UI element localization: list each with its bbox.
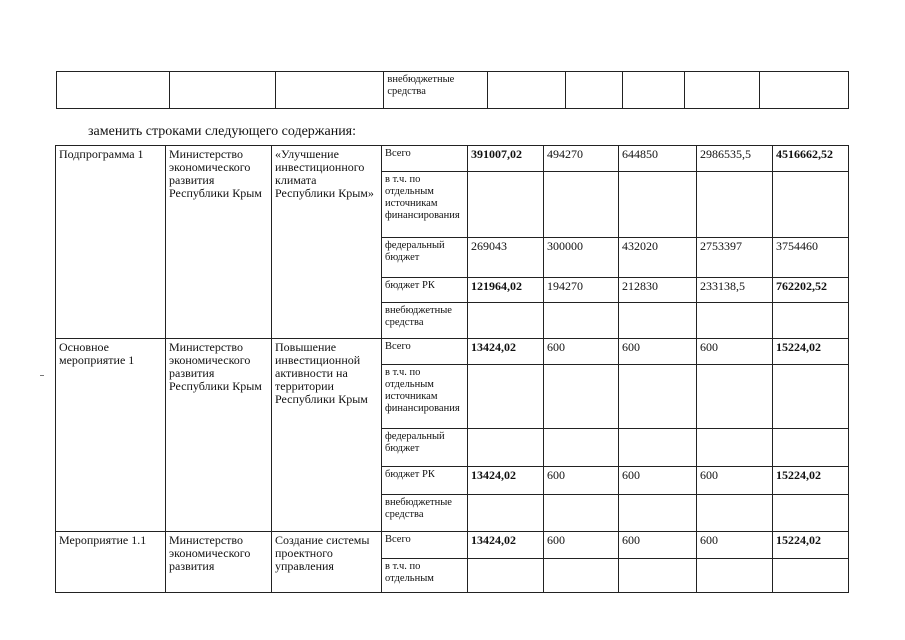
table-row: [56, 339, 849, 365]
source-label: внебюджетные средства: [384, 72, 487, 109]
empty-cell: [619, 303, 697, 339]
empty-cell: [697, 495, 773, 532]
empty-cell: [619, 172, 697, 238]
table-row: [56, 146, 849, 172]
empty-cell: [468, 172, 544, 238]
value-cell: 600: [544, 532, 619, 559]
value-cell: 600: [619, 467, 697, 495]
empty-cell: [619, 495, 697, 532]
previous-table-fragment: [56, 71, 849, 109]
empty-cell: [622, 72, 684, 109]
value-cell: 600: [544, 339, 619, 365]
executor: Министерство экономического развития Республики Крым: [166, 339, 272, 532]
value-cell: 212830: [619, 278, 697, 303]
value-cell: 2986535,5: [697, 146, 773, 172]
value-cell: 600: [619, 339, 697, 365]
program-name: Подпрограмма 1: [56, 146, 166, 339]
empty-cell: [468, 429, 544, 467]
empty-cell: [468, 495, 544, 532]
value-cell: 494270: [544, 146, 619, 172]
value-cell: 432020: [619, 238, 697, 278]
value-cell: 15224,02: [773, 532, 849, 559]
value-cell: 269043: [468, 238, 544, 278]
empty-cell: [544, 172, 619, 238]
empty-cell: [619, 559, 697, 593]
empty-cell: [619, 365, 697, 429]
source-label: в т.ч. по отдельным источникам финансирования: [382, 172, 468, 238]
empty-cell: [544, 495, 619, 532]
program-title: «Улучшение инвестиционного климата Республики Крым»: [272, 146, 382, 339]
source-label: в т.ч. по отдельным: [382, 559, 468, 593]
value-cell: 15224,02: [773, 467, 849, 495]
empty-cell: [276, 72, 384, 109]
empty-cell: [773, 495, 849, 532]
source-label: Всего: [382, 146, 468, 172]
empty-cell: [468, 559, 544, 593]
value-cell: 194270: [544, 278, 619, 303]
value-cell: 13424,02: [468, 467, 544, 495]
empty-cell: [773, 303, 849, 339]
empty-cell: [170, 72, 276, 109]
source-label: в т.ч. по отдельным источникам финансирования: [382, 365, 468, 429]
executor: Министерство экономического развития Республики Крым: [166, 146, 272, 339]
source-label: федеральный бюджет: [382, 429, 468, 467]
value-cell: 4516662,52: [773, 146, 849, 172]
program-title: Повышение инвестиционной активности на территории Республики Крым: [272, 339, 382, 532]
empty-cell: [697, 365, 773, 429]
source-label: бюджет РК: [382, 278, 468, 303]
table-row: [56, 532, 849, 559]
instruction-text: заменить строками следующего содержания:: [88, 124, 357, 139]
source-label: Всего: [382, 532, 468, 559]
value-cell: 2753397: [697, 238, 773, 278]
executor: Министерство экономического развития: [166, 532, 272, 593]
empty-cell: [773, 429, 849, 467]
empty-cell: [619, 429, 697, 467]
value-cell: 600: [619, 532, 697, 559]
source-label: федеральный бюджет: [382, 238, 468, 278]
source-label: бюджет РК: [382, 467, 468, 495]
empty-cell: [487, 72, 565, 109]
empty-cell: [468, 365, 544, 429]
empty-cell: [773, 365, 849, 429]
financing-table: [55, 145, 849, 593]
value-cell: 15224,02: [773, 339, 849, 365]
value-cell: 13424,02: [468, 532, 544, 559]
empty-cell: [57, 72, 170, 109]
program-title: Создание системы проектного управления: [272, 532, 382, 593]
value-cell: 13424,02: [468, 339, 544, 365]
source-label: внебюджетные средства: [382, 495, 468, 532]
value-cell: 3754460: [773, 238, 849, 278]
empty-cell: [697, 429, 773, 467]
value-cell: 300000: [544, 238, 619, 278]
value-cell: 600: [697, 532, 773, 559]
empty-cell: [565, 72, 622, 109]
empty-cell: [773, 559, 849, 593]
margin-mark: [40, 375, 44, 376]
value-cell: 233138,5: [697, 278, 773, 303]
value-cell: 600: [697, 339, 773, 365]
empty-cell: [684, 72, 759, 109]
empty-cell: [544, 303, 619, 339]
program-name: Мероприятие 1.1: [56, 532, 166, 593]
empty-cell: [759, 72, 848, 109]
empty-cell: [697, 559, 773, 593]
program-name: Основное мероприятие 1: [56, 339, 166, 532]
empty-cell: [544, 559, 619, 593]
empty-cell: [544, 365, 619, 429]
empty-cell: [544, 429, 619, 467]
source-label: Всего: [382, 339, 468, 365]
empty-cell: [697, 303, 773, 339]
empty-cell: [773, 172, 849, 238]
empty-cell: [697, 172, 773, 238]
value-cell: 600: [697, 467, 773, 495]
empty-cell: [468, 303, 544, 339]
source-label: внебюджетные средства: [382, 303, 468, 339]
value-cell: 644850: [619, 146, 697, 172]
value-cell: 121964,02: [468, 278, 544, 303]
table-row: [57, 72, 849, 109]
value-cell: 391007,02: [468, 146, 544, 172]
value-cell: 600: [544, 467, 619, 495]
value-cell: 762202,52: [773, 278, 849, 303]
